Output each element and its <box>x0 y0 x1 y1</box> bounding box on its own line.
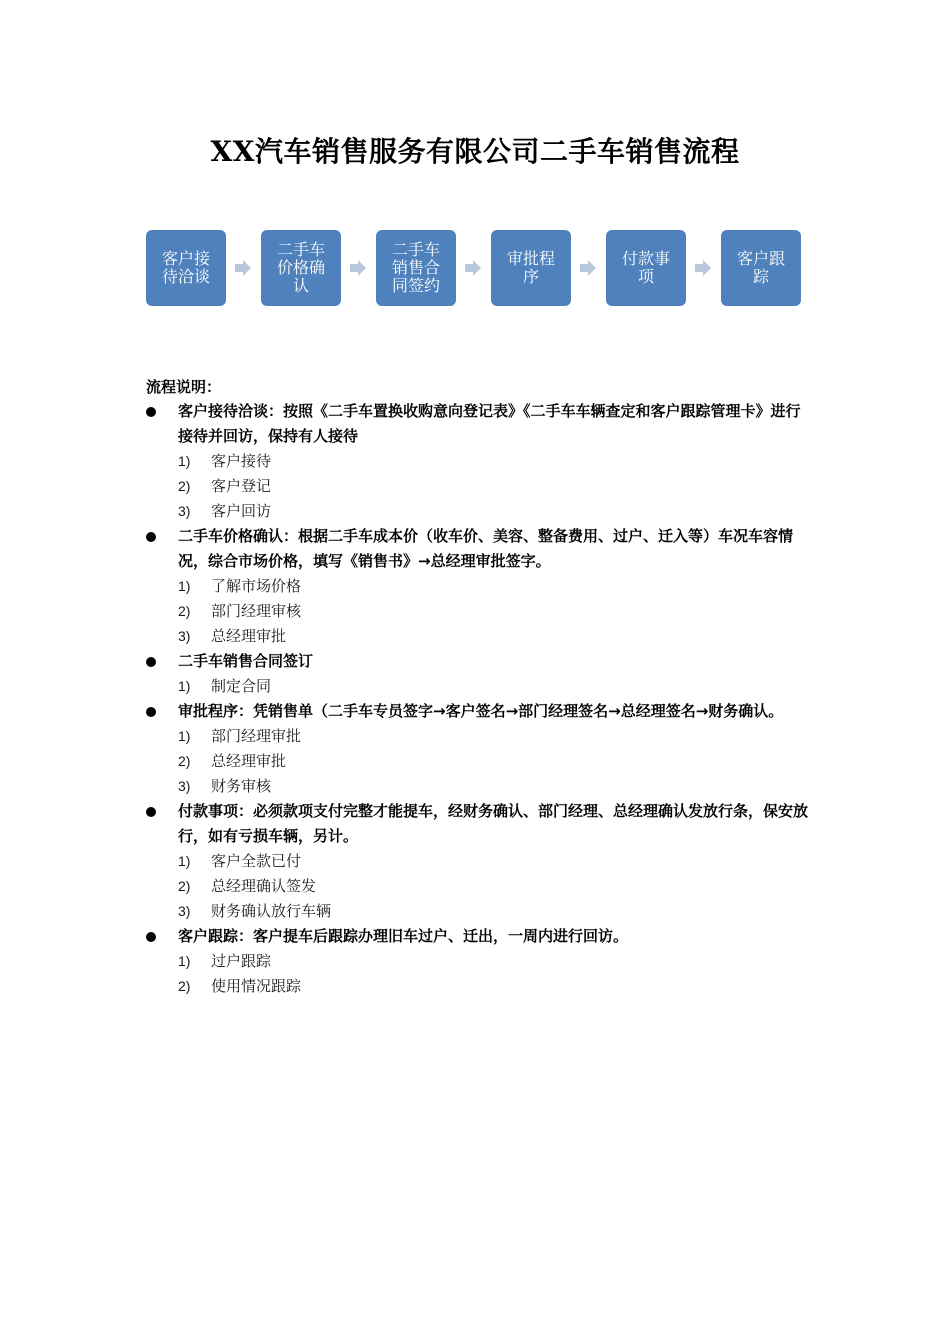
sub-list-item <box>178 774 811 799</box>
bullet-icon <box>146 932 156 942</box>
sub-item-number: 1) <box>178 728 191 744</box>
sub-item-text: 过户跟踪 <box>211 952 272 970</box>
flow-step-3: 二手车销售合同签约 <box>376 230 456 306</box>
sub-item-number: 2) <box>178 478 191 494</box>
arrow-right-icon <box>694 259 712 277</box>
sub-item-text: 客户接待 <box>211 452 272 470</box>
sub-item-number: 3) <box>178 778 191 794</box>
sub-list <box>146 574 811 649</box>
arrow-right-icon <box>234 259 252 277</box>
sub-list-item <box>178 949 811 974</box>
sub-list-item <box>178 899 811 924</box>
list-item-text: 二手车价格确认：根据二手车成本价（收车价、美容、整备费用、过户、迁入等）车况车容情况，综合市场价格，填写《销售书》→总经理审批签字。 <box>178 527 794 570</box>
sub-item-number: 3) <box>178 503 191 519</box>
bullet-icon <box>146 532 156 542</box>
sub-list-item <box>178 674 811 699</box>
flow-step-2: 二手车价格确认 <box>261 230 341 306</box>
list-item <box>146 524 811 574</box>
sub-list <box>146 449 811 524</box>
sub-list-item <box>178 974 811 999</box>
sub-item-text: 了解市场价格 <box>211 577 302 595</box>
sub-item-number: 1) <box>178 578 191 594</box>
page-title: XX汽车销售服务有限公司二手车销售流程 <box>210 135 740 168</box>
sub-list-item <box>178 624 811 649</box>
sub-list-item <box>178 474 811 499</box>
flow-step-4: 审批程序 <box>491 230 571 306</box>
sub-item-number: 3) <box>178 628 191 644</box>
sub-list-item <box>178 449 811 474</box>
sub-list-item <box>178 849 811 874</box>
sub-item-number: 3) <box>178 903 191 919</box>
flow-step-6: 客户跟踪 <box>721 230 801 306</box>
sub-list-item <box>178 499 811 524</box>
sub-list-item <box>178 749 811 774</box>
list-item-text: 审批程序：凭销售单（二手车专员签字→客户签名→部门经理签名→总经理签名→财务确认。 <box>178 702 784 720</box>
list-item <box>146 799 811 849</box>
arrow-right-icon <box>349 259 367 277</box>
list-item-text: 客户接待洽谈：按照《二手车置换收购意向登记表》《二手车车辆查定和客户跟踪管理卡》进行接待并回访，保持有人接待 <box>178 402 801 445</box>
process-description-list <box>146 399 811 999</box>
sub-item-number: 1) <box>178 453 191 469</box>
sub-item-text: 客户全款已付 <box>211 852 302 870</box>
sub-item-number: 2) <box>178 878 191 894</box>
sub-list <box>146 674 811 699</box>
sub-item-text: 总经理审批 <box>211 752 287 770</box>
sub-item-text: 部门经理审核 <box>211 602 302 620</box>
sub-list <box>146 949 811 999</box>
list-item <box>146 649 811 674</box>
list-item-text: 客户跟踪：客户提车后跟踪办理旧车过户、迁出，一周内进行回访。 <box>178 927 629 945</box>
sub-item-text: 使用情况跟踪 <box>211 977 302 995</box>
sub-list-item <box>178 724 811 749</box>
sub-list-item <box>178 574 811 599</box>
list-item-text: 付款事项：必须款项支付完整才能提车，经财务确认、部门经理、总经理确认发放行条，保安放行，如有亏损车辆，另计。 <box>178 802 809 845</box>
sub-item-number: 1) <box>178 853 191 869</box>
sub-item-text: 总经理确认签发 <box>211 877 317 895</box>
sub-item-text: 客户回访 <box>211 502 272 520</box>
sub-item-text: 部门经理审批 <box>211 727 302 745</box>
sub-item-text: 财务确认放行车辆 <box>211 902 332 920</box>
sub-item-number: 1) <box>178 953 191 969</box>
list-item <box>146 924 811 949</box>
section-heading: 流程说明： <box>146 378 222 396</box>
arrow-right-icon <box>464 259 482 277</box>
bullet-icon <box>146 807 156 817</box>
sub-item-number: 2) <box>178 978 191 994</box>
list-item <box>146 399 811 449</box>
flow-step-1: 客户接待洽谈 <box>146 230 226 306</box>
bullet-icon <box>146 657 156 667</box>
flow-step-5: 付款事项 <box>606 230 686 306</box>
sub-list-item <box>178 599 811 624</box>
sub-item-number: 2) <box>178 603 191 619</box>
sub-list <box>146 724 811 799</box>
list-item-text: 二手车销售合同签订 <box>178 652 314 670</box>
arrow-right-icon <box>579 259 597 277</box>
bullet-icon <box>146 707 156 717</box>
sub-list-item <box>178 874 811 899</box>
sub-item-number: 2) <box>178 753 191 769</box>
sub-item-text: 总经理审批 <box>211 627 287 645</box>
sub-item-number: 1) <box>178 678 191 694</box>
sub-item-text: 财务审核 <box>211 777 272 795</box>
sub-list <box>146 849 811 924</box>
list-item <box>146 699 811 724</box>
process-flow-diagram <box>146 230 806 306</box>
sub-item-text: 客户登记 <box>211 477 272 495</box>
sub-item-text: 制定合同 <box>211 677 272 695</box>
bullet-icon <box>146 407 156 417</box>
